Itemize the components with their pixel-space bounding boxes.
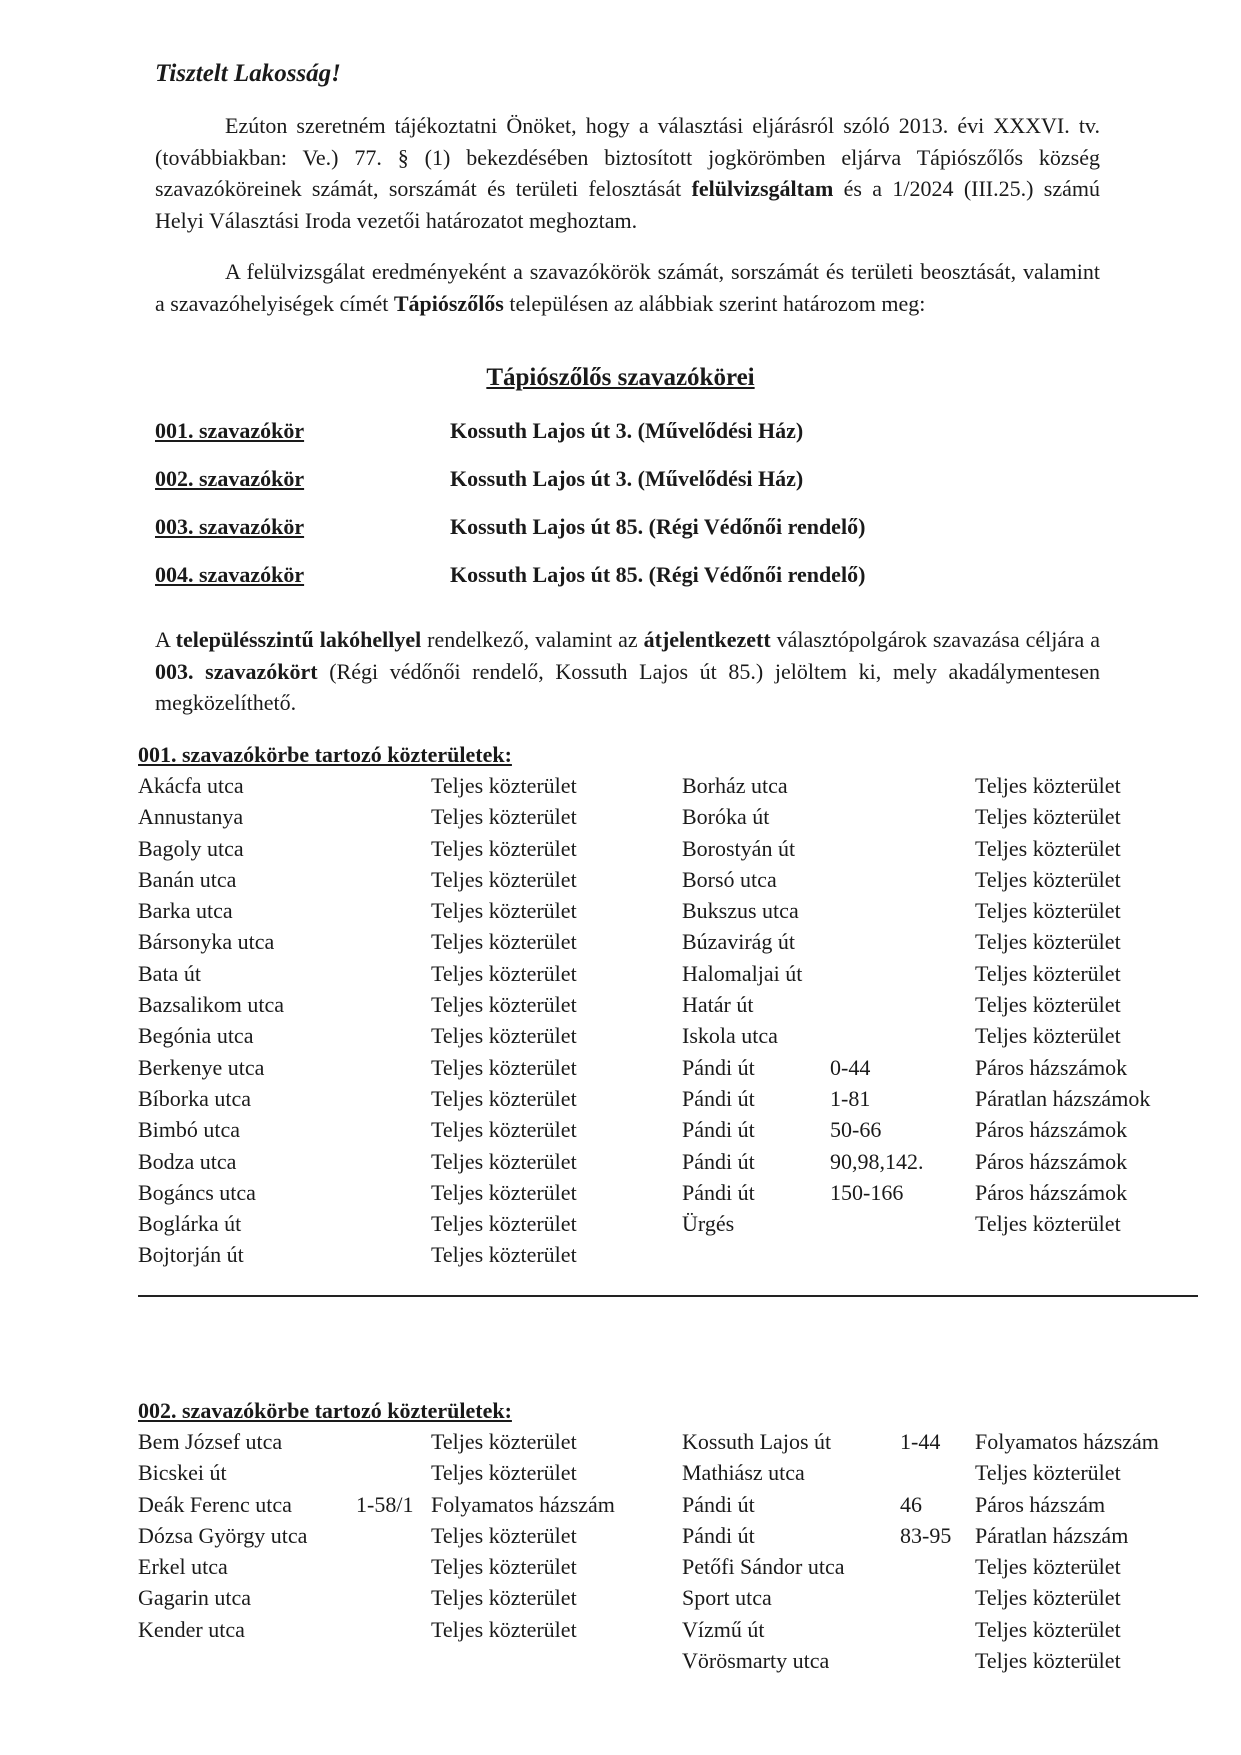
list-item	[138, 895, 638, 926]
list-item	[138, 989, 638, 1020]
street-name: Bazsalikom utca	[138, 992, 285, 1018]
street-scope: Teljes közterület	[975, 929, 1121, 955]
street-scope: Teljes közterület	[431, 835, 577, 861]
street-name: Dózsa György utca	[138, 1522, 308, 1548]
section-2-title: 002. szavazókörbe tartozó közterületek:	[138, 1398, 512, 1423]
street-name: Bodza utca	[138, 1148, 237, 1174]
street-name: Bojtorján út	[138, 1242, 244, 1268]
list-item	[138, 1239, 638, 1270]
street-scope: Teljes közterület	[431, 1460, 577, 1486]
street-scope: Teljes közterület	[431, 929, 577, 955]
street-name: Petőfi Sándor utca	[682, 1554, 845, 1580]
street-name: Bársonyka utca	[138, 929, 275, 955]
list-item	[138, 1146, 638, 1177]
street-scope: Teljes közterület	[431, 1085, 577, 1111]
district-name: 003. szavazókör	[155, 514, 305, 539]
list-item	[682, 833, 1202, 864]
street-name: Borsó utca	[682, 866, 777, 892]
street-scope: Teljes közterület	[431, 1585, 577, 1611]
street-name: Deák Ferenc utca	[138, 1491, 292, 1517]
emphasis-settlement: Tápiószőlős	[393, 290, 504, 316]
list-item	[138, 1551, 638, 1582]
intro-paragraph-2: A felülvizsgálat eredményeként a szavazókörök számát, sorszámát és területi beosztását, valamint a szavazóhelyiségek címét Tápiószőlős településen az alábbiak szerint határozom meg:	[155, 259, 1100, 316]
street-scope: Teljes közterület	[431, 866, 577, 892]
street-name: Akácfa utca	[138, 773, 244, 798]
street-name: Banán utca	[138, 866, 237, 892]
district-address: Kossuth Lajos út 85. (Régi Védőnői rendelő)	[450, 562, 866, 587]
street-name: Vízmű út	[682, 1616, 765, 1642]
street-name: Sport utca	[682, 1585, 772, 1611]
district-address: Kossuth Lajos út 3. (Művelődési Ház)	[450, 418, 804, 443]
street-scope: Teljes közterület	[431, 773, 577, 798]
list-item	[682, 1582, 1202, 1613]
street-scope: Folyamatos házszám	[975, 1429, 1159, 1454]
list-item	[138, 864, 638, 895]
street-scope: Teljes közterület	[975, 1585, 1121, 1611]
street-scope: Páros házszám	[975, 1491, 1106, 1517]
street-name: Pándi út	[682, 1085, 755, 1111]
list-item	[138, 926, 638, 957]
list-item	[138, 801, 638, 832]
street-name: Bogáncs utca	[138, 1179, 256, 1205]
house-range: 1-58/1	[356, 1491, 414, 1517]
district-address: Kossuth Lajos út 85. (Régi Védőnői rendelő)	[450, 514, 866, 539]
house-range: 150-166	[830, 1179, 904, 1205]
street-scope: Teljes közterület	[975, 866, 1121, 892]
list-item	[138, 1020, 638, 1051]
street-scope: Páratlan házszám	[975, 1522, 1129, 1548]
district-name: 002. szavazókör	[155, 466, 305, 491]
street-scope: Teljes közterület	[431, 1242, 577, 1268]
street-name: Bimbó utca	[138, 1117, 241, 1143]
street-name: Boróka út	[682, 804, 770, 830]
street-name: Annustanya	[138, 804, 244, 830]
emphasis-reviewed: felülvizsgáltam	[691, 176, 834, 201]
street-scope: Teljes közterület	[975, 960, 1121, 986]
street-scope: Páros házszámok	[975, 1117, 1128, 1143]
accessibility-notice: A településszintű lakóhellyel rendelkező, valamint az átjelentkezett választópolgárok szavazása céljára a 003. szavazókört (Régi védőnői rendelő, Kossuth Lajos út 85.) jelöltem ki, mely akadálymentesen megközelíthető.	[155, 627, 1100, 715]
street-scope: Páros házszámok	[975, 1054, 1128, 1080]
list-item	[682, 1426, 1202, 1457]
street-name: Mathiász utca	[682, 1460, 805, 1486]
street-scope: Teljes közterület	[975, 1211, 1121, 1237]
list-item	[682, 1614, 1202, 1645]
street-name: Halomaljai út	[682, 960, 803, 986]
street-scope: Teljes közterület	[975, 1616, 1121, 1642]
district-row	[155, 514, 1055, 544]
list-item	[682, 770, 1202, 801]
list-item	[682, 1114, 1202, 1145]
house-range: 83-95	[900, 1522, 952, 1548]
greeting: Tisztelt Lakosság!	[155, 60, 341, 87]
street-name: Bicskei út	[138, 1460, 227, 1486]
list-item	[682, 1489, 1202, 1520]
section-1-right-list	[682, 770, 1202, 1239]
street-name: Ürgés	[682, 1211, 735, 1237]
street-name: Bagoly utca	[138, 835, 244, 861]
street-name: Bíborka utca	[138, 1085, 252, 1111]
district-name: 001. szavazókör	[155, 418, 305, 443]
list-item	[138, 833, 638, 864]
street-name: Pándi út	[682, 1117, 755, 1143]
list-item	[138, 1177, 638, 1208]
street-name: Boglárka út	[138, 1211, 242, 1237]
list-item	[682, 1457, 1202, 1488]
street-name: Kender utca	[138, 1616, 245, 1642]
list-item	[138, 1582, 638, 1613]
list-item	[138, 958, 638, 989]
street-name: Határ út	[682, 992, 754, 1018]
district-address: Kossuth Lajos út 3. (Művelődési Ház)	[450, 466, 804, 491]
list-item	[138, 1489, 638, 1520]
street-scope: Teljes közterület	[975, 1460, 1121, 1486]
street-scope: Teljes közterület	[431, 1522, 577, 1548]
list-item	[682, 1645, 1202, 1676]
list-item	[138, 1520, 638, 1551]
list-item	[682, 1083, 1202, 1114]
district-row	[155, 466, 1055, 496]
street-scope: Teljes közterület	[431, 1616, 577, 1642]
house-range: 46	[900, 1491, 922, 1517]
district-row	[155, 562, 1055, 592]
street-scope: Teljes közterület	[431, 1148, 577, 1174]
list-item	[682, 1020, 1202, 1051]
street-scope: Folyamatos házszám	[431, 1491, 615, 1517]
list-item	[682, 1146, 1202, 1177]
street-scope: Teljes közterület	[975, 1648, 1121, 1674]
list-item	[682, 1551, 1202, 1582]
list-item	[138, 1457, 638, 1488]
street-name: Barka utca	[138, 898, 233, 924]
house-range: 0-44	[830, 1054, 871, 1080]
street-name: Pándi út	[682, 1179, 755, 1205]
district-row	[155, 418, 1055, 448]
list-item	[138, 770, 638, 801]
street-name: Pándi út	[682, 1522, 755, 1548]
street-name: Bata út	[138, 960, 201, 986]
house-range: 1-81	[830, 1085, 871, 1111]
street-scope: Teljes közterület	[431, 804, 577, 830]
street-name: Pándi út	[682, 1491, 755, 1517]
street-scope: Teljes közterület	[431, 992, 577, 1018]
street-name: Borház utca	[682, 773, 788, 798]
list-item	[682, 864, 1202, 895]
section-2-right-list	[682, 1426, 1202, 1676]
section-divider	[138, 1295, 1198, 1297]
street-scope: Teljes közterület	[975, 804, 1121, 830]
list-item	[682, 1177, 1202, 1208]
districts-title: Tápiószőlős szavazókörei	[486, 364, 755, 391]
street-scope: Teljes közterület	[431, 898, 577, 924]
list-item	[138, 1052, 638, 1083]
house-range: 1-44	[900, 1429, 941, 1454]
list-item	[682, 1208, 1202, 1239]
street-scope: Teljes közterület	[431, 1023, 577, 1049]
street-scope: Teljes közterület	[975, 992, 1121, 1018]
list-item	[138, 1426, 638, 1457]
section-1-title: 001. szavazókörbe tartozó közterületek:	[138, 742, 512, 767]
street-name: Berkenye utca	[138, 1054, 265, 1080]
street-scope: Teljes közterület	[431, 1429, 577, 1454]
street-scope: Teljes közterület	[431, 1211, 577, 1237]
section-2-left-list	[138, 1426, 638, 1645]
street-scope: Páratlan házszámok	[975, 1085, 1151, 1111]
street-scope: Teljes közterület	[431, 1117, 577, 1143]
district-name: 004. szavazókör	[155, 562, 305, 587]
street-scope: Teljes közterület	[431, 1054, 577, 1080]
list-item	[138, 1208, 638, 1239]
list-item	[138, 1114, 638, 1145]
list-item	[138, 1083, 638, 1114]
street-name: Borostyán út	[682, 835, 796, 861]
list-item	[682, 989, 1202, 1020]
street-name: Búzavirág út	[682, 929, 796, 955]
list-item	[682, 926, 1202, 957]
street-name: Vörösmarty utca	[682, 1648, 830, 1674]
street-name: Pándi út	[682, 1054, 755, 1080]
section-1-left-list	[138, 770, 638, 1271]
street-scope: Teljes közterület	[975, 773, 1121, 798]
house-range: 90,98,142.	[830, 1148, 924, 1174]
list-item	[682, 895, 1202, 926]
street-name: Begónia utca	[138, 1023, 254, 1049]
street-name: Bukszus utca	[682, 898, 799, 924]
street-scope: Páros házszámok	[975, 1148, 1128, 1174]
street-scope: Teljes közterület	[431, 960, 577, 986]
street-scope: Teljes közterület	[431, 1554, 577, 1580]
house-range: 50-66	[830, 1117, 882, 1143]
list-item	[682, 1052, 1202, 1083]
street-name: Iskola utca	[682, 1023, 778, 1049]
list-item	[682, 801, 1202, 832]
intro-paragraph-1: Ezúton szeretném tájékoztatni Önöket, hogy a választási eljárásról szóló 2013. évi XXXVI. tv. (továbbiakban: Ve.) 77. § (1) bekezdésében biztosított jogkörömben eljárva Tápiószőlős község szavazóköreinek számát, sorszámát és területi felosztását felülvizsgáltam és a 1/2024 (III.25.) számú Helyi Választási Iroda vezetői határozatot meghoztam.	[155, 113, 1100, 233]
street-name: Bem József utca	[138, 1429, 283, 1454]
street-scope: Teljes közterület	[975, 898, 1121, 924]
street-scope: Teljes közterület	[975, 1554, 1121, 1580]
list-item	[682, 1520, 1202, 1551]
street-name: Erkel utca	[138, 1554, 228, 1580]
street-scope: Teljes közterület	[975, 835, 1121, 861]
street-name: Gagarin utca	[138, 1585, 251, 1611]
list-item	[682, 958, 1202, 989]
street-scope: Páros házszámok	[975, 1179, 1128, 1205]
street-scope: Teljes közterület	[431, 1179, 577, 1205]
street-name: Pándi út	[682, 1148, 755, 1174]
list-item	[138, 1614, 638, 1645]
street-name: Kossuth Lajos út	[682, 1429, 832, 1454]
street-scope: Teljes közterület	[975, 1023, 1121, 1049]
